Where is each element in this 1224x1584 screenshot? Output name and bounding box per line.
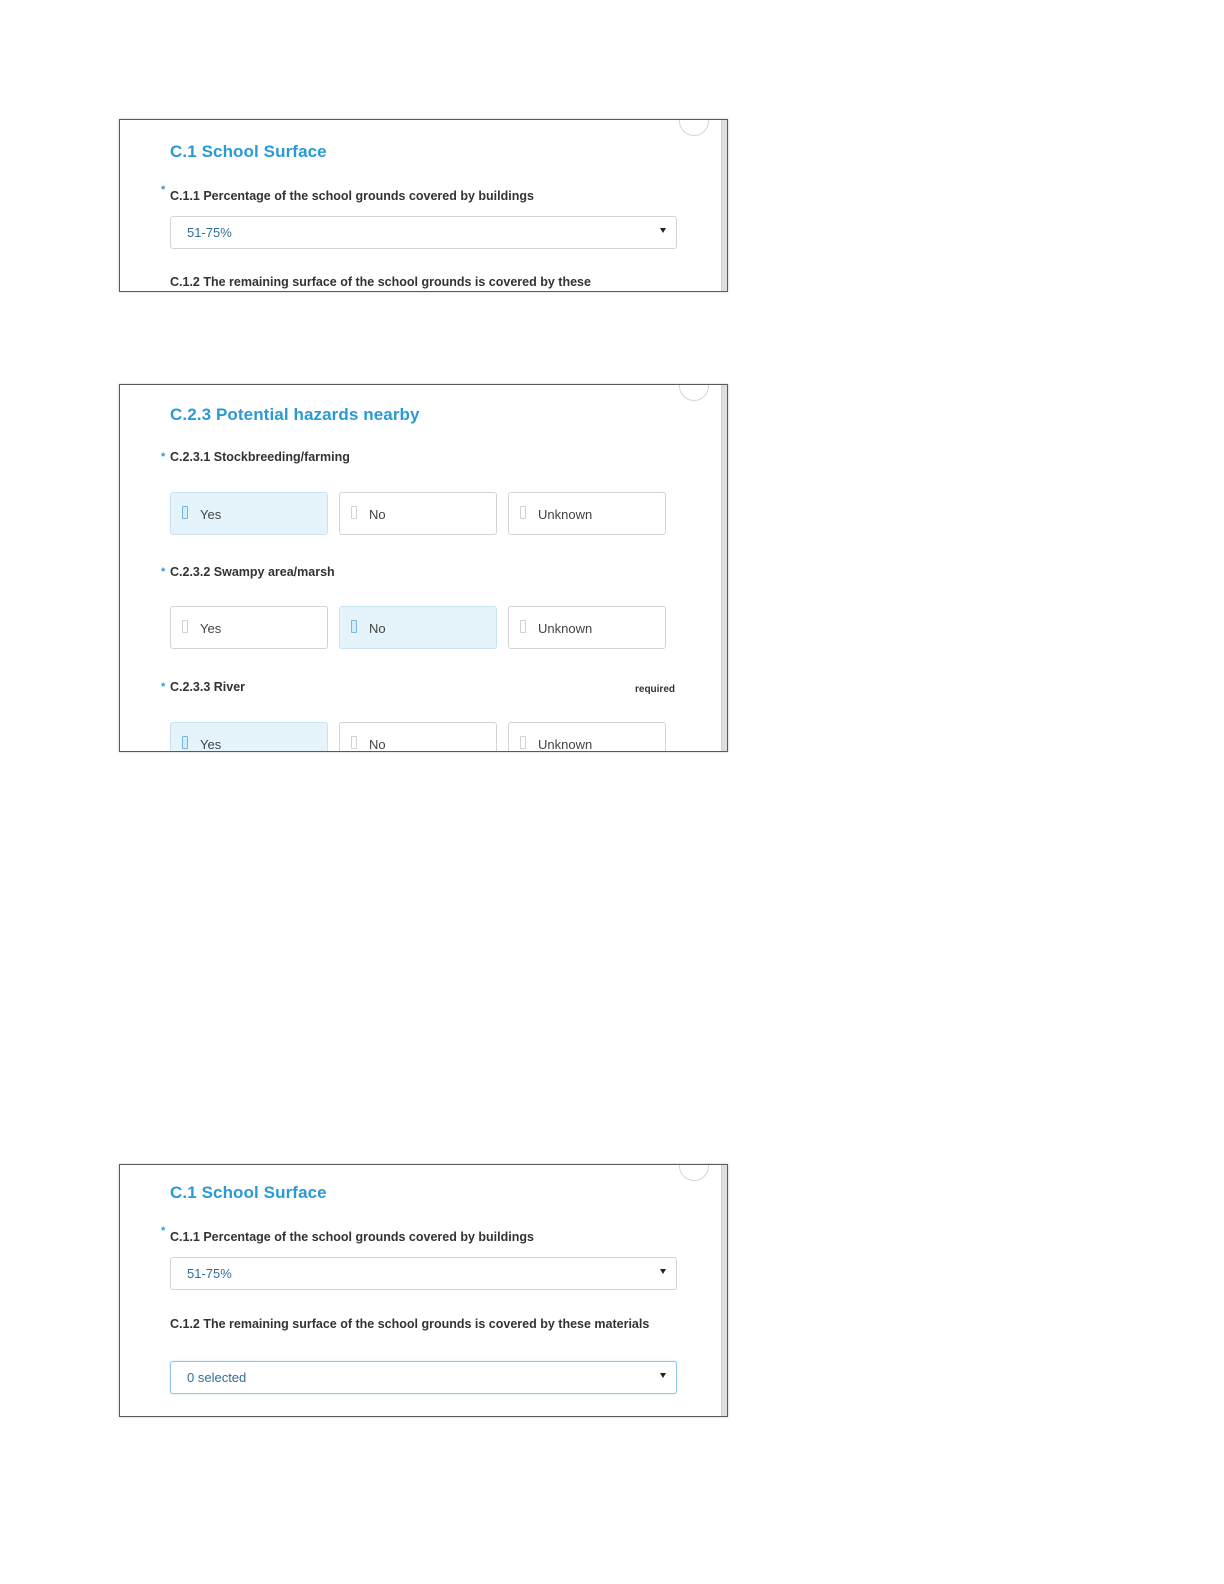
question-label: C.1.2 The remaining surface of the school grounds is covered by these materials <box>170 1317 650 1331</box>
option-label: Unknown <box>538 507 593 522</box>
option-yes[interactable] <box>170 722 328 752</box>
option-no[interactable] <box>339 606 497 649</box>
option-unknown[interactable] <box>508 606 666 649</box>
select-value: 0 selected <box>187 1370 247 1385</box>
panel-corner <box>679 1164 709 1181</box>
option-label: Unknown <box>538 737 593 752</box>
screenshot-potential-hazards <box>119 384 728 752</box>
radio-icon <box>351 620 357 633</box>
materials-select[interactable] <box>170 1361 677 1394</box>
radio-icon <box>520 620 526 633</box>
option-unknown[interactable] <box>508 722 666 752</box>
question-label: C.2.3.3 River <box>170 680 246 694</box>
select-value: 51-75% <box>187 1266 232 1281</box>
panel-corner <box>679 384 709 401</box>
option-no[interactable] <box>339 492 497 535</box>
required-star: * <box>161 451 166 463</box>
option-label: No <box>369 621 386 636</box>
radio-icon <box>520 506 526 519</box>
panel-corner <box>679 119 709 136</box>
radio-icon <box>182 736 188 749</box>
radio-icon <box>351 736 357 749</box>
question-label: C.2.3.1 Stockbreeding/farming <box>170 450 350 464</box>
required-note: required <box>634 684 675 695</box>
option-no[interactable] <box>339 722 497 752</box>
radio-icon <box>182 506 188 519</box>
option-label: Yes <box>200 507 222 522</box>
radio-icon <box>520 736 526 749</box>
question-label: C.1.1 Percentage of the school grounds covered by buildings <box>170 189 534 203</box>
screenshot-school-surface-top <box>119 119 728 292</box>
section-title: C.1 School Surface <box>170 142 327 161</box>
question-label: C.2.3.2 Swampy area/marsh <box>170 565 335 579</box>
question-label: C.1.2 The remaining surface of the school grounds is covered by these <box>170 275 591 289</box>
option-yes[interactable] <box>170 606 328 649</box>
option-unknown[interactable] <box>508 492 666 535</box>
coverage-select[interactable] <box>170 1257 677 1290</box>
section-title: C.1 School Surface <box>170 1183 327 1202</box>
required-star: * <box>161 566 166 578</box>
option-label: Unknown <box>538 621 593 636</box>
scrollbar[interactable] <box>721 1165 727 1416</box>
option-label: No <box>369 507 386 522</box>
option-label: Yes <box>200 737 222 752</box>
screenshot-school-surface-full <box>119 1164 728 1417</box>
chevron-down-icon <box>660 228 666 233</box>
option-label: Yes <box>200 621 222 636</box>
option-yes[interactable] <box>170 492 328 535</box>
section-title: C.2.3 Potential hazards nearby <box>170 405 420 424</box>
required-star: * <box>161 1225 166 1237</box>
question-label: C.1.1 Percentage of the school grounds covered by buildings <box>170 1230 534 1244</box>
required-star: * <box>161 681 166 693</box>
scrollbar[interactable] <box>721 120 727 291</box>
chevron-down-icon <box>660 1269 666 1274</box>
scrollbar[interactable] <box>721 385 727 751</box>
required-star: * <box>161 184 166 196</box>
radio-icon <box>182 620 188 633</box>
radio-icon <box>351 506 357 519</box>
select-value: 51-75% <box>187 225 232 240</box>
coverage-select[interactable] <box>170 216 677 249</box>
option-label: No <box>369 737 386 752</box>
chevron-down-icon <box>660 1373 666 1378</box>
